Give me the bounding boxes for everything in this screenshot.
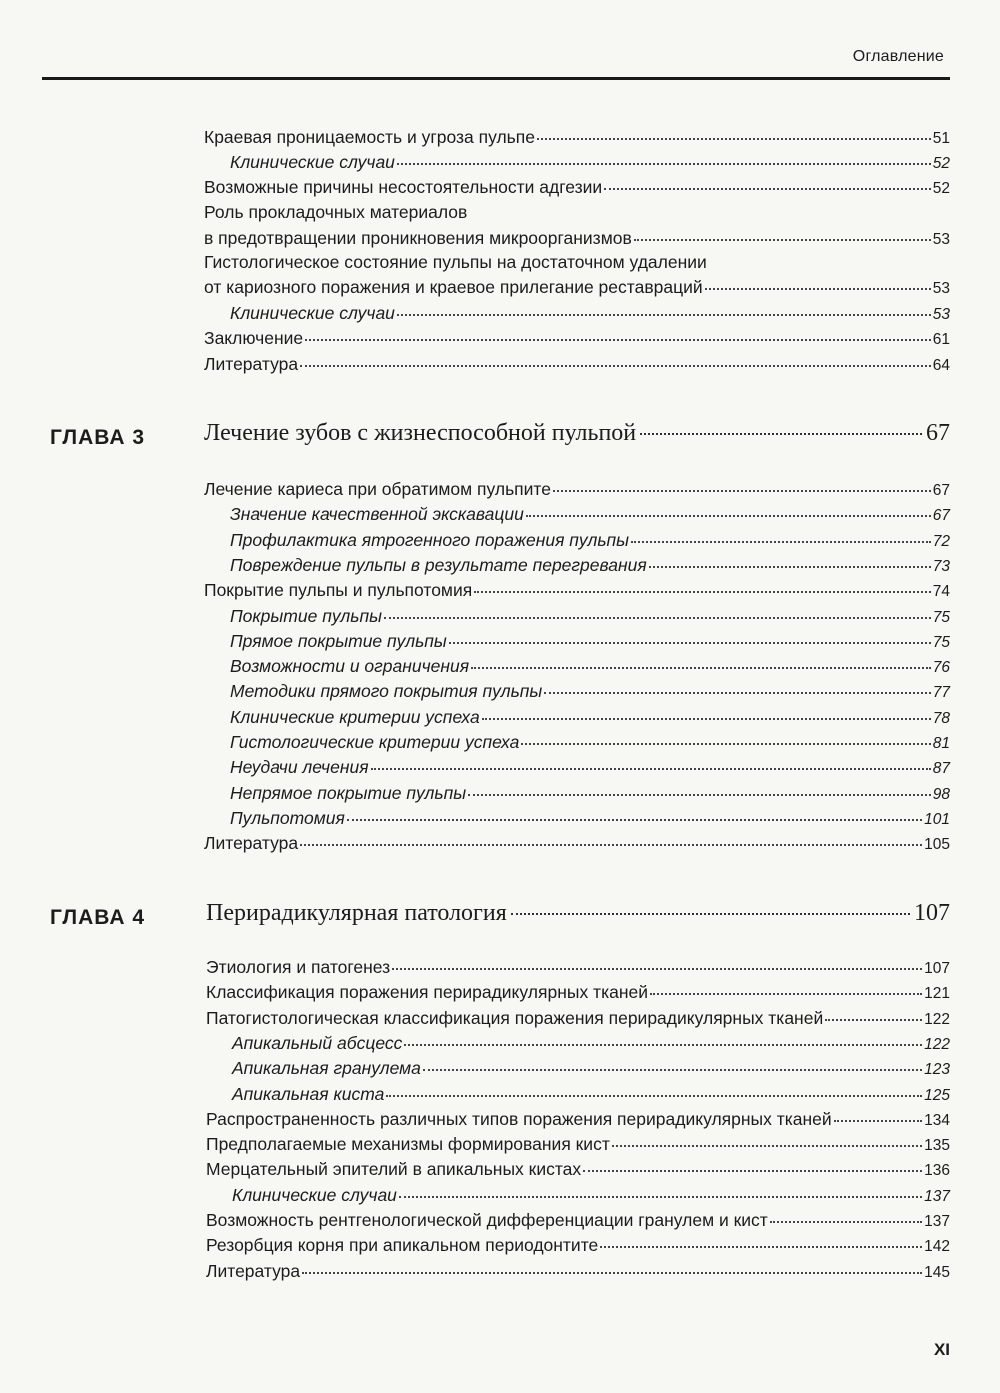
leader-dots (302, 1271, 922, 1274)
leader-dots (404, 1043, 922, 1046)
toc-entry-page: 52 (932, 180, 950, 197)
toc-entry-title: Непрямое покрытие пульпы (230, 782, 467, 803)
toc-entry-page: 67 (932, 482, 950, 499)
toc-entry-title: Этиология и патогенез (206, 957, 391, 977)
toc-entry-page: 142 (924, 1238, 950, 1256)
leader-dots (397, 313, 931, 316)
toc-entry[interactable] (230, 504, 950, 525)
leader-dots (600, 1245, 922, 1248)
leader-dots (526, 514, 931, 517)
chapter-label: ГЛАВА 4 (50, 906, 146, 929)
toc-entry[interactable] (230, 681, 950, 702)
toc-entry-title: в предотвращении проникновения микроорганизмов (204, 228, 632, 248)
toc-entry-page: 137 (924, 1187, 950, 1205)
leader-dots (834, 1119, 922, 1122)
leader-dots (583, 1169, 922, 1172)
toc-entry-page: 98 (932, 785, 950, 803)
leader-dots (482, 717, 931, 720)
toc-entry-title: Повреждение пульпы в результате перегревания (230, 554, 647, 575)
toc-entry-page: 123 (924, 1061, 950, 1079)
leader-dots (634, 238, 931, 241)
toc-entry-page: 74 (932, 583, 950, 601)
leader-dots (511, 912, 910, 915)
toc-entry-title: Заключение (204, 328, 304, 348)
leader-dots (649, 565, 931, 568)
toc-entry-page: 145 (924, 1263, 950, 1281)
toc-entry-title: Апикальная киста (232, 1083, 385, 1104)
leader-dots (392, 967, 922, 970)
toc-entry[interactable] (206, 1261, 950, 1282)
toc-entry-page: 72 (932, 532, 950, 550)
toc-entry-page: 76 (932, 659, 950, 677)
leader-dots (300, 843, 922, 846)
toc-entry-page: 122 (924, 1010, 950, 1028)
toc-entry[interactable] (204, 580, 950, 601)
toc-entry-page: 122 (924, 1035, 950, 1053)
toc-entry-page: 52 (932, 155, 950, 172)
leader-dots (371, 767, 931, 770)
toc-entry-page: 77 (932, 684, 950, 702)
leader-dots (553, 489, 931, 492)
toc-entry[interactable] (204, 277, 950, 298)
toc-entry-page: 73 (932, 557, 950, 575)
toc-entry[interactable] (204, 479, 950, 500)
toc-entry-page: 51 (932, 130, 950, 147)
toc-entry-page: 107 (924, 960, 950, 977)
toc-entry[interactable] (206, 1134, 950, 1155)
leader-dots (612, 1144, 922, 1147)
toc-entry[interactable] (230, 152, 950, 173)
leader-dots (423, 1068, 922, 1071)
chapter-page: 67 (926, 420, 950, 446)
toc-entry-line1: Роль прокладочных материалов (204, 202, 468, 222)
toc-entry-title: Клинические случаи (230, 303, 395, 323)
toc-entry[interactable] (204, 228, 950, 249)
leader-dots (397, 162, 931, 165)
leader-dots (300, 364, 931, 367)
toc-entry-page: 125 (924, 1086, 950, 1104)
chapter-page: 107 (914, 900, 950, 926)
toc-entry[interactable] (230, 303, 950, 324)
toc-entry-title: Покрытие пульпы и пульпотомия (204, 580, 473, 601)
running-head: Оглавление (852, 48, 944, 65)
leader-dots (650, 992, 922, 995)
toc-entry-title: Мерцательный эпителий в апикальных кистах (206, 1159, 582, 1180)
toc-entry-page: 121 (924, 985, 950, 1003)
toc-entry[interactable] (230, 555, 950, 576)
toc-entry-line1: Гистологическое состояние пульпы на достаточном удалении (204, 252, 707, 272)
toc-entry-title: Классификация поражения перирадикулярных тканей (206, 982, 649, 1003)
toc-entry[interactable] (230, 783, 950, 804)
leader-dots (347, 818, 922, 821)
toc-entry-title: Предполагаемые механизмы формирования кист (206, 1134, 610, 1155)
toc-entry-title: Патогистологическая классификация поражения перирадикулярных тканей (206, 1007, 824, 1028)
toc-entry-title: Клинические критерии успеха (230, 706, 480, 727)
leader-dots (604, 187, 931, 190)
toc-entry-page: 67 (932, 507, 950, 525)
leader-dots (705, 287, 931, 290)
toc-entry-page: 134 (924, 1111, 950, 1129)
toc-entry-page: 87 (932, 760, 950, 778)
toc-entry-title: Апикальный абсцесс (232, 1032, 403, 1053)
leader-dots (474, 590, 931, 593)
toc-entry[interactable] (204, 127, 950, 148)
leader-dots (449, 641, 931, 644)
toc-entry-title: Неудачи лечения (230, 757, 369, 778)
toc-entry-title: Пульпотомия (230, 807, 345, 828)
page-number: XI (933, 1340, 950, 1359)
toc-entry-page: 101 (924, 810, 950, 828)
toc-entry[interactable] (204, 177, 950, 198)
leader-dots (386, 1094, 922, 1097)
leader-dots (384, 616, 931, 619)
toc-entry-title: Литература (204, 354, 299, 374)
header-rule (42, 77, 950, 80)
toc-entry-title: Профилактика ятрогенного поражения пульпы (230, 529, 630, 550)
toc-entry[interactable] (230, 757, 950, 778)
toc-entry[interactable] (204, 328, 950, 349)
leader-dots (640, 432, 922, 435)
toc-entry[interactable] (206, 1210, 950, 1231)
toc-entry-page: 75 (932, 608, 950, 626)
toc-entry-title: Литература (206, 1260, 301, 1281)
toc-entry-title: Резорбция корня при апикальном периодонтите (206, 1235, 599, 1256)
chapter-title: Перирадикулярная патология (206, 900, 507, 926)
leader-dots (468, 793, 931, 796)
toc-entry-title: Покрытие пульпы (230, 605, 382, 626)
toc-entry-title: Краевая проницаемость и угроза пульпе (204, 127, 535, 147)
toc-entry-page: 61 (932, 331, 950, 348)
toc-entry[interactable] (204, 354, 950, 375)
toc-entry[interactable] (232, 1058, 950, 1079)
toc-entry-title: Прямое покрытие пульпы (230, 630, 447, 651)
toc-entry-page: 135 (924, 1137, 950, 1155)
toc-entry[interactable] (206, 1235, 950, 1256)
leader-dots (631, 540, 931, 543)
leader-dots (521, 742, 930, 745)
leader-dots (770, 1220, 922, 1223)
toc-entry-title: Возможности и ограничения (230, 656, 470, 677)
toc-entry-page: 64 (932, 357, 950, 374)
toc-entry-title: Гистологические критерии успеха (230, 732, 520, 752)
toc-entry[interactable] (232, 1084, 950, 1105)
leader-dots (305, 338, 931, 341)
toc-entry[interactable] (206, 982, 950, 1003)
toc-entry[interactable] (206, 1159, 950, 1180)
toc-entry[interactable] (204, 833, 950, 854)
toc-entry[interactable] (232, 1033, 950, 1054)
toc-entry[interactable] (230, 530, 950, 551)
toc-entry-page: 53 (932, 280, 950, 297)
toc-entry-page: 105 (924, 836, 950, 854)
toc-entry-title: Лечение кариеса при обратимом пульпите (204, 479, 551, 499)
leader-dots (544, 691, 930, 694)
toc-entry-title: Методики прямого покрытия пульпы (230, 681, 543, 702)
toc-entry-page: 53 (932, 306, 950, 323)
leader-dots (471, 666, 931, 669)
chapter-title-entry[interactable] (204, 420, 950, 447)
chapter-title-entry[interactable] (206, 900, 950, 927)
toc-entry-page: 136 (924, 1162, 950, 1180)
leader-dots (537, 137, 931, 140)
toc-entry-title: Клинические случаи (232, 1184, 397, 1205)
leader-dots (399, 1195, 922, 1198)
toc-entry[interactable] (206, 1008, 950, 1029)
toc-entry[interactable] (230, 656, 950, 677)
toc-entry-title: Значение качественной экскавации (230, 504, 524, 525)
toc-entry[interactable] (206, 1109, 950, 1130)
toc-entry-page: 53 (932, 231, 950, 248)
toc-entry-title: Литература (204, 833, 299, 854)
toc-entry[interactable] (230, 707, 950, 728)
toc-entry-title: Апикальная гранулема (232, 1058, 421, 1079)
toc-entry-title: от кариозного поражения и краевое прилегание реставраций (204, 277, 703, 297)
toc-entry[interactable] (230, 606, 950, 627)
toc-entry-page: 137 (924, 1213, 950, 1230)
chapter-title: Лечение зубов с жизнеспособной пульпой (204, 420, 637, 446)
toc-entry-title: Возможность рентгенологической дифференциации гранулем и кист (206, 1210, 768, 1230)
toc-entry[interactable] (232, 1185, 950, 1206)
toc-entry-title: Возможные причины несостоятельности адгезии (204, 177, 603, 197)
toc-entry-page: 75 (932, 633, 950, 651)
toc-entry[interactable] (230, 732, 950, 753)
toc-entry[interactable] (230, 631, 950, 652)
toc-entry[interactable] (206, 957, 950, 978)
toc-entry-page: 81 (932, 735, 950, 752)
toc-entry-page: 78 (932, 709, 950, 727)
toc-entry-title: Распространенность различных типов поражения перирадикулярных тканей (206, 1108, 832, 1129)
chapter-label: ГЛАВА 3 (50, 426, 146, 449)
toc-entry[interactable] (230, 808, 950, 829)
leader-dots (825, 1018, 922, 1021)
toc-entry-title: Клинические случаи (230, 152, 395, 172)
